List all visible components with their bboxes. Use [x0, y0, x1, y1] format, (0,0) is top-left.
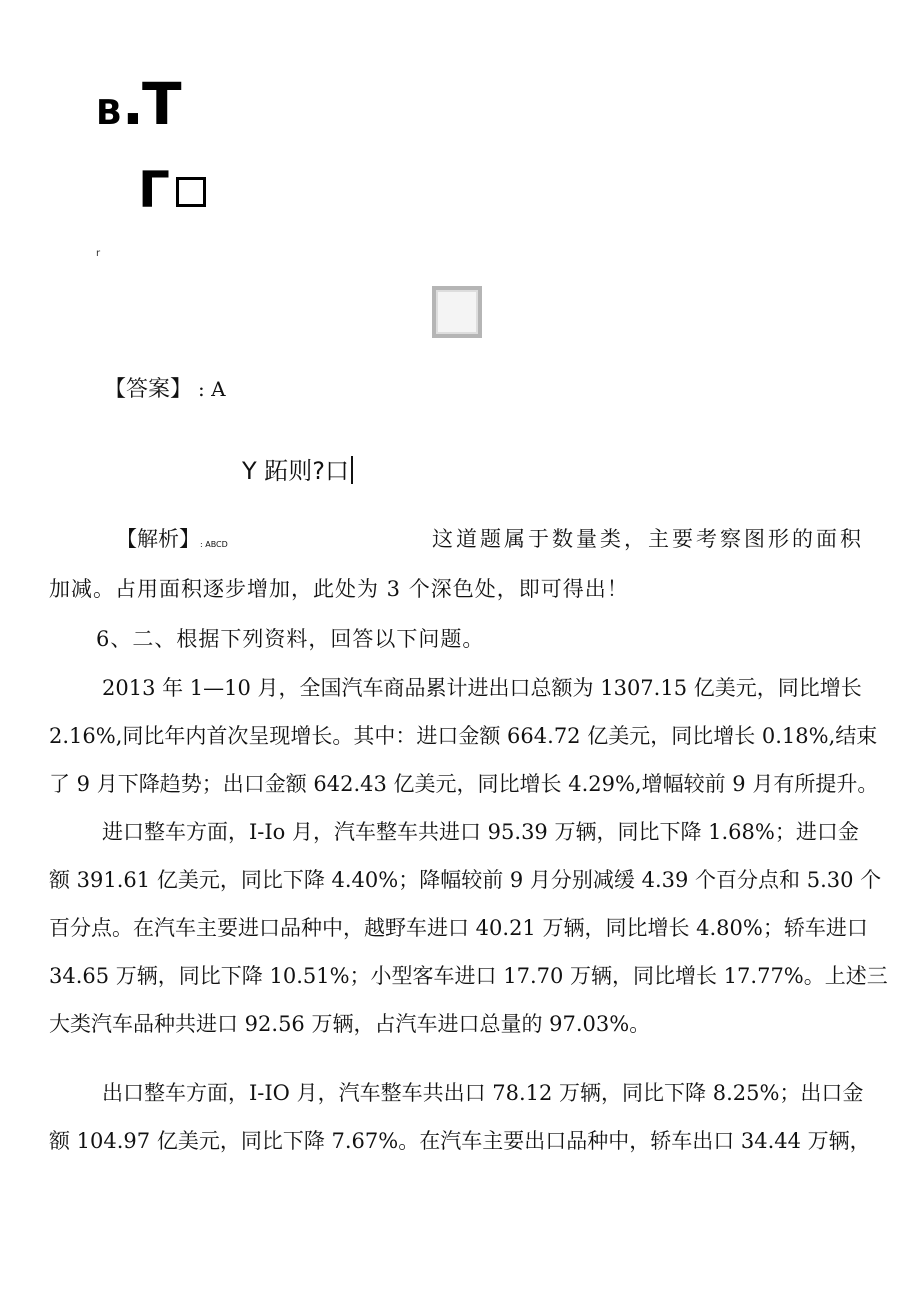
figure-stray-mark: r	[96, 248, 101, 259]
paragraph-2-line-1: 进口整车方面，I-Io 月，汽车整车共进口 95.39 万辆，同比下降 1.68%；进口金	[102, 820, 859, 844]
paragraph-2-line-4: 34.65 万辆，同比下降 10.51%；小型客车进口 17.70 万辆，同比增长 17.77%。上述三	[49, 964, 888, 988]
paragraph-1-line-1: 2013 年 1—10 月，全国汽车商品累计进出口总额为 1307.15 亿美元，同比增长	[102, 676, 862, 700]
figure-letter-t: .T	[121, 70, 180, 138]
paragraph-1-line-3: 了 9 月下降趋势；出口金额 642.43 亿美元，同比增长 4.29%,增幅较前 9 月有所提升。	[49, 772, 879, 796]
analysis-label: 【解析】	[116, 527, 200, 551]
answer-value: : A	[198, 377, 226, 401]
figure-option-square	[432, 286, 482, 338]
garbled-caption	[242, 451, 353, 486]
answer-line	[104, 372, 226, 403]
analysis-options-small: : ABCD	[200, 540, 228, 549]
figure-fragment-bt	[96, 70, 180, 138]
analysis-text-line-2: 加减。占用面积逐步增加，此处为 3 个深色处，即可得出！	[49, 577, 629, 601]
paragraph-3-line-1: 出口整车方面，I-IO 月，汽车整车共出口 78.12 万辆，同比下降 8.25%；出口金	[102, 1081, 864, 1105]
figure-fragment-gamma: Γ	[138, 161, 170, 219]
question-header: 6、二、根据下列资料，回答以下问题。	[96, 627, 485, 651]
figure-box-shape	[176, 177, 206, 207]
vertical-bar-mark	[351, 456, 353, 484]
paragraph-2-line-2: 额 391.61 亿美元，同比下降 4.40%；降幅较前 9 月分别减缓 4.39 个百分点和 5.30 个	[49, 868, 882, 892]
analysis-text-line-1: 这道题属于数量类，主要考察图形的面积	[432, 527, 864, 551]
paragraph-1-line-2: 2.16%,同比年内首次呈现增长。其中：进口金额 664.72 亿美元，同比增长 0.18%,结束	[49, 724, 878, 748]
paragraph-2-line-3: 百分点。在汽车主要进口品种中，越野车进口 40.21 万辆，同比增长 4.80%；轿车进口	[49, 916, 868, 940]
paragraph-2-line-5: 大类汽车品种共进口 92.56 万辆，占汽车进口总量的 97.03%。	[49, 1012, 651, 1036]
answer-label: 【答案】	[104, 377, 193, 402]
garbled-text: Y 跖则?口	[242, 457, 350, 485]
paragraph-3-line-2: 额 104.97 亿美元，同比下降 7.67%。在汽车主要出口品种中，轿车出口 34.44 万辆，	[49, 1129, 871, 1153]
figure-letter-b: B	[96, 93, 122, 133]
